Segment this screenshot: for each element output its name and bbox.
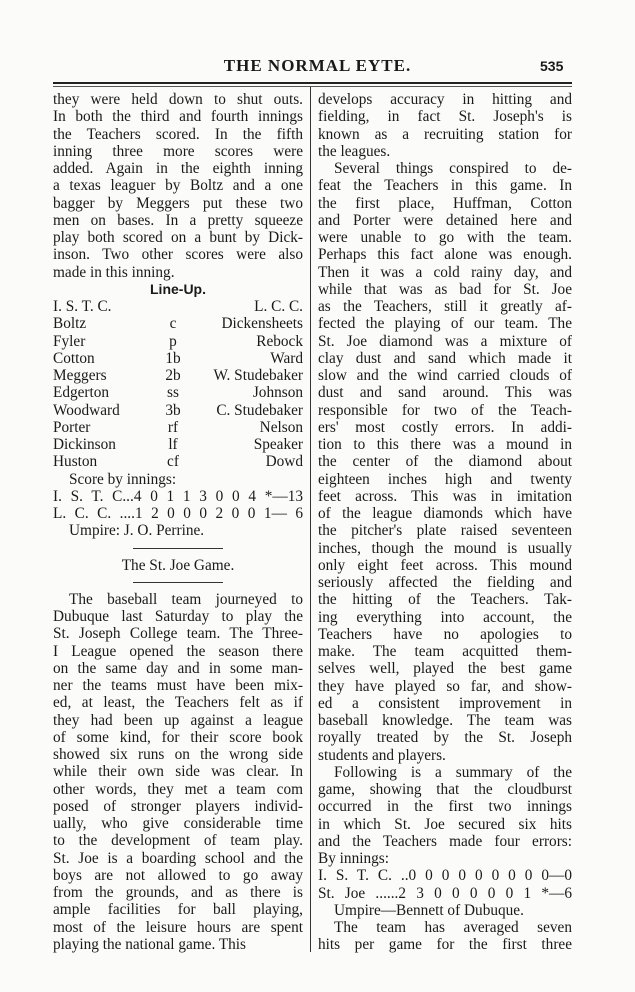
lineup-row — [53, 333, 303, 350]
lineup-away: Ward — [270, 349, 303, 367]
text-line: The team has averaged seven — [334, 919, 572, 936]
column-divider — [310, 87, 311, 952]
lineup-home: Cotton — [53, 349, 95, 367]
text-line: feet across. This was in imitation — [318, 487, 572, 505]
text-line: the center of the diamond about — [318, 453, 572, 471]
text-line: only eight feet across. This mound — [318, 556, 572, 574]
text-line: L. C. C. ....1 2 0 0 0 2 0 0 1— 6 — [53, 505, 303, 522]
header-rule — [53, 82, 572, 84]
text-line: were unable to go with the team. — [318, 229, 572, 246]
text-line: while that was as bad for St. Joe — [318, 280, 572, 298]
text-line: they had been up against a league — [53, 711, 303, 729]
lineup-away: Johnson — [252, 384, 303, 402]
text-line: added. Again in the eighth inning — [53, 160, 303, 177]
lineup-row — [53, 436, 303, 453]
text-line: on the same day and in some man- — [53, 659, 303, 677]
text-line: showed six runs on the wrong side — [53, 746, 303, 763]
text-line: feat the Teachers in this game. In — [318, 177, 572, 195]
lineup-pos: lf — [168, 436, 178, 453]
text-line: tion to this there was a mound in — [318, 436, 572, 453]
header-rule-thin — [53, 86, 572, 87]
text-line: The baseball team journeyed to — [69, 590, 303, 608]
text-line: men on bases. In a pretty squeeze — [53, 211, 303, 229]
text-line: ing everything into account, the — [318, 608, 572, 626]
lineup-row — [53, 453, 303, 470]
lineup-pos: p — [169, 332, 177, 350]
text-line: boys are not allowed to go away — [53, 866, 303, 884]
text-line: Dubuque last Saturday to play the — [53, 608, 303, 625]
umpire: Umpire—Bennett of Dubuque. — [334, 901, 524, 919]
text-line: and the Teachers made four errors: — [318, 832, 572, 850]
lineup-home: Meggers — [53, 367, 107, 384]
text-line: posed of stronger players individ- — [53, 797, 303, 815]
lineup-away: Nelson — [259, 418, 303, 436]
away-team: L. C. C. — [254, 298, 303, 315]
text-line: known as a recruiting station for — [318, 125, 572, 143]
text-line: hits per game for the first three — [318, 936, 572, 954]
text-line: Then it was a cold rainy day, and — [318, 263, 572, 281]
home-team: I. S. T. C. — [53, 298, 112, 315]
text-line: of some kind, for their score book — [53, 728, 303, 746]
text-line: playing the national game. This — [53, 935, 247, 953]
lineup-row — [53, 350, 303, 367]
lineup-pos: c — [169, 315, 177, 333]
lineup-pos: cf — [167, 453, 179, 471]
text-line: St. Joe is a boarding school and the — [53, 849, 303, 867]
spacer — [158, 298, 188, 315]
lineup-heading: Line-Up. — [150, 280, 206, 297]
section-title: The St. Joe Game. — [121, 556, 235, 574]
by-innings-label: By innings: — [318, 850, 389, 867]
text-line: the hitting of the Teachers. Tak- — [318, 591, 572, 609]
lineup-row — [53, 419, 303, 436]
lineup-home: Dickinson — [53, 436, 116, 453]
lineup-away: Speaker — [253, 436, 303, 453]
lineup-pos: rf — [167, 418, 179, 436]
text-line: selves well, played the best game — [318, 660, 572, 678]
text-line: baseball knowledge. The team was — [318, 712, 572, 729]
lineup-away: C. Studebaker — [216, 401, 303, 419]
text-line: play both scored on a bunt by Dick- — [53, 229, 303, 246]
text-line: In both the third and fourth innings — [53, 108, 303, 126]
paragraph — [318, 919, 572, 954]
text-line: fielding, in fact St. Joseph's is — [318, 108, 572, 126]
text-line: ed a consistent improvement in — [318, 694, 572, 712]
text-line: inning three more scores were — [53, 142, 303, 160]
text-line: made in this inning. — [53, 263, 175, 281]
text-line: fected the playing of our team. The — [318, 315, 572, 333]
journal-title: THE NORMAL EYTE. — [223, 56, 412, 75]
text-line: to the development of team play. — [53, 832, 303, 850]
score-lines — [53, 488, 303, 523]
text-line: clay dust and sand which made it — [318, 349, 572, 367]
text-line: the pitcher's plate raised seventeen — [318, 522, 572, 540]
text-line: make. The team acquitted them- — [318, 643, 572, 660]
text-line: the leagues. — [318, 142, 391, 160]
lineup-table — [53, 315, 303, 470]
paragraph — [318, 91, 572, 160]
text-line: St. Joe ......2 3 0 0 0 0 0 1 *—6 — [318, 884, 572, 902]
paragraph — [53, 91, 303, 281]
paragraph — [53, 591, 303, 953]
text-line: they have played so far, and show- — [318, 677, 572, 695]
text-line: St. Joe diamond was a mixture of — [318, 332, 572, 350]
lineup-pos: ss — [167, 384, 179, 402]
text-line: ample facilities for ball playing, — [53, 901, 303, 919]
text-line: Several things conspired to de- — [334, 160, 572, 177]
text-line: develops accuracy in hitting and — [318, 91, 572, 108]
text-line: from the grounds, and as there is — [53, 884, 303, 901]
text-line: inches, though the mound is usually — [318, 539, 572, 557]
lineup-away: Dickensheets — [221, 315, 303, 333]
text-line: students and players. — [318, 746, 446, 764]
text-line: inson. Two other scores were also — [53, 246, 303, 264]
lineup-away: Rebock — [256, 332, 303, 350]
lineup-away: W. Studebaker — [213, 367, 303, 384]
text-line: as the Teachers, still it greatly af- — [318, 298, 572, 315]
lineup-pos: 3b — [165, 401, 181, 419]
page-number: 535 — [540, 58, 564, 74]
text-line: Following is a summary of the — [334, 763, 572, 781]
text-line: seriously affected the fielding and — [318, 574, 572, 591]
lineup-row — [53, 315, 303, 332]
umpire: Umpire: J. O. Perrine. — [69, 522, 205, 540]
text-line: St. Joseph College team. The Three- — [53, 625, 303, 643]
text-line: of the league diamonds which have — [318, 505, 572, 522]
paragraph — [318, 160, 572, 764]
lineup-header-row — [53, 298, 303, 315]
text-line: I. S. T. C...4 0 1 1 3 0 0 4 *—13 — [53, 487, 303, 505]
text-line: other words, they met a team com — [53, 780, 303, 798]
score-lines — [318, 867, 572, 902]
text-line: Teachers have no apologies to — [318, 625, 572, 643]
text-line: ner the teams must have been mix- — [53, 677, 303, 694]
lineup-home: Boltz — [53, 315, 87, 333]
lineup-away: Dowd — [265, 453, 303, 471]
lineup-row — [53, 384, 303, 401]
score-label: Score by innings: — [69, 470, 177, 488]
section-rule — [133, 582, 223, 583]
text-line: dust and sand around. This was — [318, 384, 572, 402]
text-line: eighteen inches high and twenty — [318, 470, 572, 488]
lineup-home: Huston — [53, 453, 98, 471]
text-line: Perhaps this fact alone was enough. — [318, 246, 572, 264]
left-column — [53, 91, 303, 953]
text-line: game, showing that the cloudburst — [318, 781, 572, 798]
lineup-pos: 1b — [165, 349, 181, 367]
text-line: and Porter were detained here and — [318, 211, 572, 229]
text-line: I. S. T. C. ..0 0 0 0 0 0 0 0 0—0 — [318, 867, 572, 885]
text-line: royally treated by the St. Joseph — [318, 729, 572, 747]
text-line: bagger by Meggers put these two — [53, 194, 303, 212]
lineup-home: Porter — [53, 418, 91, 436]
lineup-row — [53, 367, 303, 384]
text-line: in which St. Joe secured six hits — [318, 815, 572, 833]
lineup-home: Woodward — [53, 401, 120, 419]
lineup-row — [53, 402, 303, 419]
lineup-home: Fyler — [53, 332, 86, 350]
text-line: slow and the wind carried clouds of — [318, 367, 572, 384]
text-line: while their own side was clear. In — [53, 763, 303, 781]
text-line: occurred in the first two innings — [318, 798, 572, 816]
text-line: the Teachers scored. In the fifth — [53, 125, 303, 143]
text-line: most of the leisure hours are spent — [53, 918, 303, 936]
text-line: ers' most costly errors. In addi- — [318, 418, 572, 436]
text-line: I League opened the season there — [53, 642, 303, 660]
text-line: ed, at least, the Teachers felt as if — [53, 694, 303, 712]
text-line: responsible for two of the Teach- — [318, 401, 572, 419]
section-rule — [133, 548, 223, 549]
text-line: they were held down to shut outs. — [53, 91, 303, 108]
lineup-pos: 2b — [165, 367, 181, 384]
paragraph — [318, 764, 572, 850]
text-line: ually, who give considerable time — [53, 815, 303, 832]
right-column — [318, 91, 572, 954]
lineup-home: Edgerton — [53, 384, 110, 402]
text-line: a texas leaguer by Boltz and a one — [53, 177, 303, 195]
text-line: the first place, Huffman, Cotton — [318, 194, 572, 212]
